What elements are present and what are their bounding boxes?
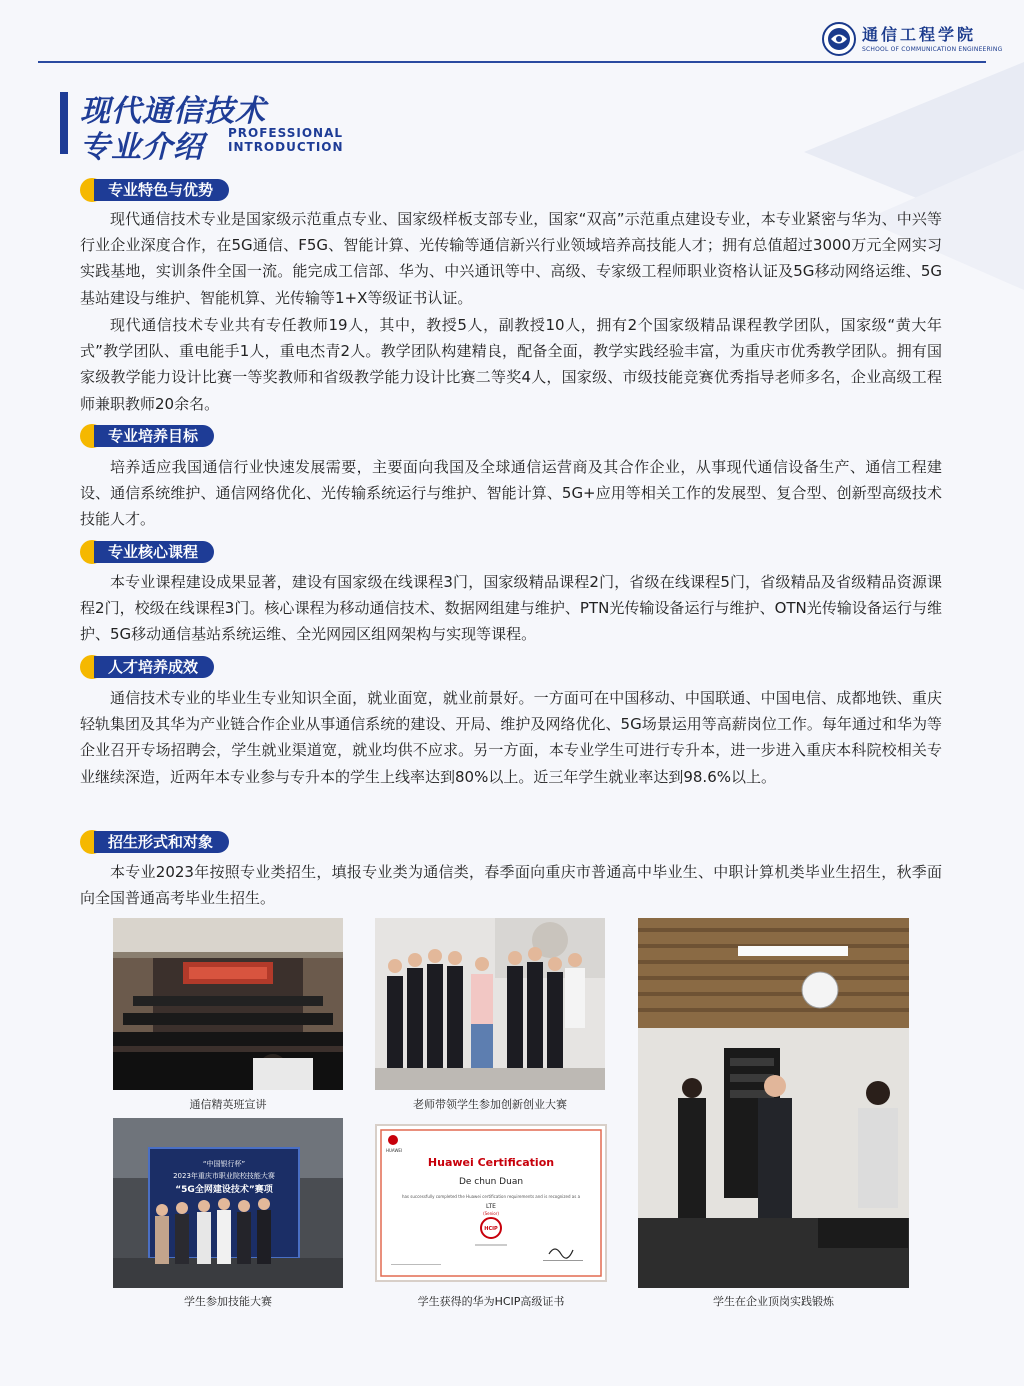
page-title-english-line2: INTRODUCTION	[228, 140, 344, 154]
section-paragraph: 通信技术专业的毕业生专业知识全面，就业面宽，就业前景好。一方面可在中国移动、中国联通、中国电信、成都地铁、重庆轻轨集团及其华为产业链合作企业从事通信系统的建设、开局、维护及网络优化、5G场景运用等高薪岗位工作。每年通过和华为等企业召开专场招聘会，学生就业渠道宽，就业均供不应求。另一方面，本专业学生可进行专升本，进一步进入重庆本科院校相关专业继续深造，近两年本专业参与专升本的学生上线率达到80%以上。近三年学生就业率达到98.6%以上。	[80, 689, 942, 786]
photo-enterprise-practice	[638, 918, 909, 1288]
page-title-line1: 现代通信技术	[80, 94, 266, 129]
banner-line2: 2023年重庆市职业院校技能大赛	[173, 1172, 275, 1180]
cert-badge-text: HCIP	[484, 1226, 498, 1232]
photo-innovation-contest	[375, 918, 605, 1090]
photo-caption: 学生获得的华为HCIP高级证书	[417, 1295, 565, 1308]
section-paragraph: 本专业课程建设成果显著，建设有国家级在线课程3门，国家级精品课程2门，省级在线课程5门，省级精品及省级精品资源课程2门，校级在线课程3门。核心课程为移动通信技术、数据网组建与维护、PTN光传输设备运行与维护、OTN光传输设备运行与维护、5G移动通信基站系统运维、全光网园区组网架构与实现等课程。	[80, 573, 942, 644]
section-heading-label: 专业特色与优势	[94, 179, 229, 201]
section-paragraph: 现代通信技术专业是国家级示范重点专业、国家级样板支部专业，国家“双高”示范重点建设专业，本专业紧密与华为、中兴等行业企业深度合作，在5G通信、F5G、智能计算、光传输等通信新兴行业领域培养高技能人才；拥有总值超过3000万元全网实习实践基地，实训条件全国一流。能完成工信部、华为、中兴通讯等中、高级、专家级工程师职业资格认证及5G移动网络运维、5G基站建设与维护、智能机算、光传输等1+X等级证书认证。	[80, 210, 942, 307]
huawei-logo-icon	[388, 1135, 398, 1145]
cert-title: Huawei Certification	[427, 1156, 555, 1169]
logo-english-name: SCHOOL OF COMMUNICATION ENGINEERING	[862, 46, 1003, 53]
section-heading-label: 招生形式和对象	[94, 831, 229, 853]
cert-holder-name: De chun Duan	[458, 1177, 524, 1187]
cert-description: has successfully completed the Huawei certification requirements and is recognized as a	[401, 1194, 581, 1199]
banner-line1: “中国银行杯”	[202, 1160, 246, 1168]
photo-caption: 老师带领学生参加创新创业大赛	[413, 1098, 567, 1111]
hcip-badge-icon	[481, 1218, 501, 1238]
cert-track-sub: (Senior)	[483, 1211, 499, 1216]
photo-elite-class-lecture	[113, 918, 343, 1090]
cert-brand: HUAWEI	[386, 1148, 403, 1153]
section-paragraph: 本专业2023年按照专业类招生，填报专业类为通信类，春季面向重庆市普通高中毕业生、中职计算机类毕业生招生，秋季面向全国普通高考毕业生招生。	[80, 863, 942, 908]
title-accent-bar	[60, 92, 68, 154]
photo-skills-competition	[113, 1118, 343, 1288]
photo-caption: 学生在企业顶岗实践锻炼	[713, 1295, 834, 1308]
school-emblem-icon	[822, 22, 856, 56]
cert-track: LTE	[486, 1203, 496, 1210]
section-heading-label: 人才培养成效	[94, 656, 214, 678]
banner-line3: “5G全网建设技术”赛项	[175, 1185, 273, 1195]
section-heading-label: 专业培养目标	[94, 425, 214, 447]
section-paragraph: 培养适应我国通信行业快速发展需要，主要面向我国及全球通信运营商及其合作企业，从事现代通信设备生产、通信工程建设、通信系统维护、通信网络优化、光传输系统运行与维护、智能计算、5G+应用等相关工作的发展型、复合型、创新型高级技术技能人才。	[80, 458, 942, 529]
photo-huawei-certificate	[375, 1124, 607, 1282]
logo-chinese-name: 通信工程学院	[862, 25, 977, 44]
school-logo	[822, 20, 1003, 60]
section-paragraph: 现代通信技术专业共有专任教师19人，其中，教授5人，副教授10人，拥有2个国家级精品课程教学团队，国家级“黄大年式”教学团队、重电能手1人，重电杰青2人。教学团队构建精良，配备全面，教学实践经验丰富，为重庆市优秀教学团队。拥有国家级教学能力设计比赛一等奖教师和省级教学能力设计比赛二等奖4人，国家级、市级技能竞赛优秀指导老师多名，企业高级工程师兼职教师20余名。	[80, 316, 942, 413]
photo-caption: 通信精英班宣讲	[189, 1098, 267, 1111]
page-title-line2: 专业介绍	[80, 130, 204, 165]
header-divider	[38, 61, 986, 63]
page-title-english-line1: PROFESSIONAL	[228, 126, 344, 140]
section-heading-label: 专业核心课程	[94, 541, 214, 563]
photo-caption: 学生参加技能大赛	[184, 1295, 272, 1308]
